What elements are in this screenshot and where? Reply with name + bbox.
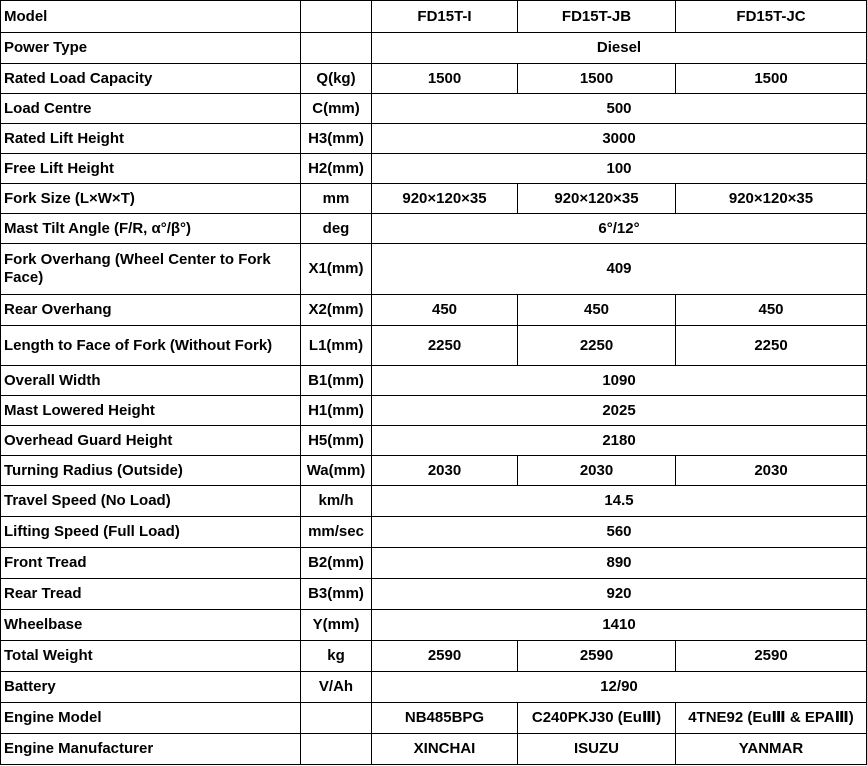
model-header-fd15t-jc: FD15T-JC xyxy=(676,1,867,33)
row-value: 500 xyxy=(372,94,867,124)
row-value-fd15t-i: 2250 xyxy=(372,326,518,366)
row-value: 920 xyxy=(372,579,867,610)
row-label: Rated Lift Height xyxy=(1,124,301,154)
row-unit xyxy=(301,33,372,64)
row-unit xyxy=(301,734,372,765)
row-unit: Wa(mm) xyxy=(301,456,372,486)
row-unit: B3(mm) xyxy=(301,579,372,610)
row-unit xyxy=(301,703,372,734)
row-value-fd15t-jc: 1500 xyxy=(676,64,867,94)
table-row-fork-overhang-wheel-center-to-fork-face xyxy=(1,244,867,295)
row-value-fd15t-jc: 920×120×35 xyxy=(676,184,867,214)
row-label: Mast Lowered Height xyxy=(1,396,301,426)
row-label: Fork Overhang (Wheel Center to Fork Face) xyxy=(1,244,301,295)
row-unit: H2(mm) xyxy=(301,154,372,184)
row-label: Free Lift Height xyxy=(1,154,301,184)
table-row-wheelbase xyxy=(1,610,867,641)
table-row-rated-lift-height xyxy=(1,124,867,154)
row-value: 3000 xyxy=(372,124,867,154)
table-row-total-weight xyxy=(1,641,867,672)
row-value-fd15t-i: NB485BPG xyxy=(372,703,518,734)
row-value-fd15t-jb: 1500 xyxy=(518,64,676,94)
table-row-turning-radius-outside xyxy=(1,456,867,486)
row-label: Wheelbase xyxy=(1,610,301,641)
row-value: 1410 xyxy=(372,610,867,641)
row-unit: B2(mm) xyxy=(301,548,372,579)
row-value: Diesel xyxy=(372,33,867,64)
row-label: Turning Radius (Outside) xyxy=(1,456,301,486)
row-value-fd15t-jc: 4TNE92 (EuⅢ & EPAⅢ) xyxy=(676,703,867,734)
row-value-fd15t-jb: 450 xyxy=(518,295,676,326)
row-unit: kg xyxy=(301,641,372,672)
row-value-fd15t-jb: C240PKJ30 (EuⅢ) xyxy=(518,703,676,734)
row-value-fd15t-i: 2590 xyxy=(372,641,518,672)
row-value-fd15t-i: XINCHAI xyxy=(372,734,518,765)
row-value-fd15t-i: 1500 xyxy=(372,64,518,94)
row-unit: X1(mm) xyxy=(301,244,372,295)
row-value: 409 xyxy=(372,244,867,295)
table-row-overall-width xyxy=(1,366,867,396)
table-row-lifting-speed-full-load xyxy=(1,517,867,548)
row-label: Mast Tilt Angle (F/R, α°/β°) xyxy=(1,214,301,244)
table-row-overhead-guard-height xyxy=(1,426,867,456)
row-label: Power Type xyxy=(1,33,301,64)
row-label: Engine Manufacturer xyxy=(1,734,301,765)
header-label: Model xyxy=(1,1,301,33)
row-value: 560 xyxy=(372,517,867,548)
row-unit: H5(mm) xyxy=(301,426,372,456)
row-label: Overhead Guard Height xyxy=(1,426,301,456)
model-header-fd15t-jb: FD15T-JB xyxy=(518,1,676,33)
row-label: Travel Speed (No Load) xyxy=(1,486,301,517)
row-value-fd15t-jb: 920×120×35 xyxy=(518,184,676,214)
row-value: 14.5 xyxy=(372,486,867,517)
row-value-fd15t-jb: ISUZU xyxy=(518,734,676,765)
row-unit: V/Ah xyxy=(301,672,372,703)
row-label: Engine Model xyxy=(1,703,301,734)
row-label: Total Weight xyxy=(1,641,301,672)
table-row-mast-lowered-height xyxy=(1,396,867,426)
row-unit: X2(mm) xyxy=(301,295,372,326)
row-label: Fork Size (L×W×T) xyxy=(1,184,301,214)
row-label: Front Tread xyxy=(1,548,301,579)
row-unit: L1(mm) xyxy=(301,326,372,366)
table-row-rated-load-capacity xyxy=(1,64,867,94)
row-label: Load Centre xyxy=(1,94,301,124)
row-value-fd15t-jc: 2250 xyxy=(676,326,867,366)
row-unit: mm/sec xyxy=(301,517,372,548)
row-unit: H3(mm) xyxy=(301,124,372,154)
row-unit: Q(kg) xyxy=(301,64,372,94)
row-value: 6°/12° xyxy=(372,214,867,244)
row-value-fd15t-jb: 2030 xyxy=(518,456,676,486)
row-label: Battery xyxy=(1,672,301,703)
row-unit: deg xyxy=(301,214,372,244)
row-unit: C(mm) xyxy=(301,94,372,124)
row-value-fd15t-i: 2030 xyxy=(372,456,518,486)
row-value: 1090 xyxy=(372,366,867,396)
table-row-battery xyxy=(1,672,867,703)
row-unit: Y(mm) xyxy=(301,610,372,641)
row-label: Overall Width xyxy=(1,366,301,396)
row-label: Rear Tread xyxy=(1,579,301,610)
table-row-rear-overhang xyxy=(1,295,867,326)
row-value: 890 xyxy=(372,548,867,579)
table-row-front-tread xyxy=(1,548,867,579)
row-value-fd15t-jb: 2590 xyxy=(518,641,676,672)
row-value: 12/90 xyxy=(372,672,867,703)
row-label: Length to Face of Fork (Without Fork) xyxy=(1,326,301,366)
row-value: 2180 xyxy=(372,426,867,456)
header-unit xyxy=(301,1,372,33)
row-unit: H1(mm) xyxy=(301,396,372,426)
table-row-length-to-face-of-fork-without-fork xyxy=(1,326,867,366)
row-value-fd15t-i: 450 xyxy=(372,295,518,326)
row-label: Lifting Speed (Full Load) xyxy=(1,517,301,548)
row-unit: B1(mm) xyxy=(301,366,372,396)
table-row-mast-tilt-angle-f-r xyxy=(1,214,867,244)
header-row xyxy=(1,1,867,33)
row-value: 100 xyxy=(372,154,867,184)
table-row-engine-model xyxy=(1,703,867,734)
table-row-rear-tread xyxy=(1,579,867,610)
row-value-fd15t-jb: 2250 xyxy=(518,326,676,366)
row-value-fd15t-jc: 2030 xyxy=(676,456,867,486)
row-value-fd15t-i: 920×120×35 xyxy=(372,184,518,214)
model-header-fd15t-i: FD15T-I xyxy=(372,1,518,33)
row-value-fd15t-jc: YANMAR xyxy=(676,734,867,765)
row-label: Rated Load Capacity xyxy=(1,64,301,94)
row-unit: km/h xyxy=(301,486,372,517)
row-value-fd15t-jc: 450 xyxy=(676,295,867,326)
row-value: 2025 xyxy=(372,396,867,426)
spec-table-body xyxy=(1,1,867,765)
table-row-fork-size-l-w-t xyxy=(1,184,867,214)
row-unit: mm xyxy=(301,184,372,214)
table-row-load-centre xyxy=(1,94,867,124)
table-row-free-lift-height xyxy=(1,154,867,184)
row-label: Rear Overhang xyxy=(1,295,301,326)
table-row-travel-speed-no-load xyxy=(1,486,867,517)
row-value-fd15t-jc: 2590 xyxy=(676,641,867,672)
table-row-power-type xyxy=(1,33,867,64)
table-row-engine-manufacturer xyxy=(1,734,867,765)
